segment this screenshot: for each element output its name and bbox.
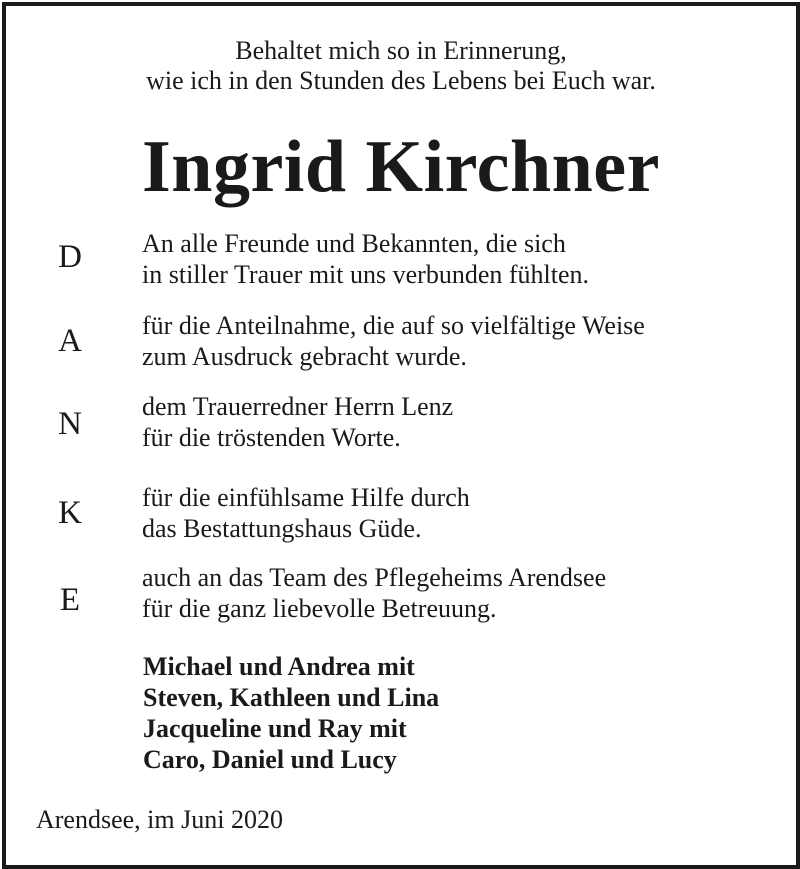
memorial-motto: [6, 36, 796, 96]
thanks-entry-care-home: [142, 562, 606, 624]
thanks-entry-line: zum Ausdruck gebracht wurde.: [142, 342, 467, 371]
thanks-entry-line: für die einfühlsame Hilfe durch: [142, 483, 470, 512]
motto-line-1: Behaltet mich so in Erinnerung,: [235, 36, 567, 65]
thanks-entry-sympathy: [142, 310, 645, 372]
danke-letter-n: N: [58, 406, 82, 442]
place-and-date: Arendsee, im Juni 2020: [36, 805, 283, 834]
thanks-entry-line: für die ganz liebevolle Betreuung.: [142, 594, 497, 623]
signer-line: Michael und Andrea mit: [143, 652, 415, 681]
danke-letter-k: K: [58, 495, 82, 531]
signer-line: Steven, Kathleen und Lina: [143, 683, 440, 712]
thanks-entry-line: auch an das Team des Pflegeheims Arendsee: [142, 563, 607, 592]
thanks-entry-funeral-home: [142, 482, 470, 544]
signer-line: Caro, Daniel und Lucy: [143, 745, 397, 774]
thanks-entry-line: in stiller Trauer mit uns verbunden fühlten.: [142, 260, 590, 289]
motto-line-2: wie ich in den Stunden des Lebens bei Euch war.: [146, 66, 656, 95]
signer-line: Jacqueline und Ray mit: [143, 714, 407, 743]
notice-frame: [2, 2, 800, 869]
thanks-entry-line: das Bestattungshaus Güde.: [142, 514, 422, 543]
deceased-name: Ingrid Kirchner: [142, 126, 660, 208]
danke-letter-d: D: [58, 239, 82, 275]
thanks-entry-line: dem Trauerredner Herrn Lenz: [142, 392, 454, 421]
thanks-entry-line: für die Anteilnahme, die auf so vielfältige Weise: [142, 311, 645, 340]
thanks-entry-line: für die tröstenden Worte.: [142, 423, 401, 452]
signers-block: [143, 651, 439, 775]
danke-letter-a: A: [58, 323, 82, 359]
danke-letter-e: E: [59, 582, 81, 618]
thanks-entry-speaker: [142, 391, 453, 453]
thanks-entry-friends: [142, 228, 589, 290]
thanks-entry-line: An alle Freunde und Bekannten, die sich: [142, 229, 566, 258]
